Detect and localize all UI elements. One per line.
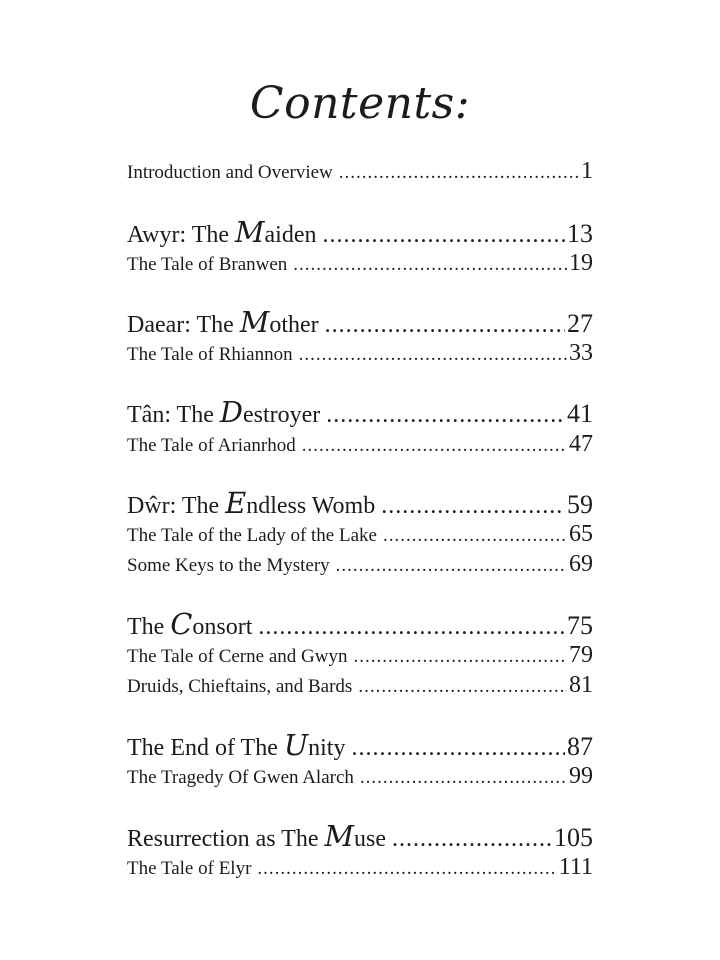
toc-entry-label: Dŵr: The Endless Womb [127,486,376,520]
toc-page-number: 87 [567,732,593,761]
decorative-initial: M [235,215,265,249]
toc-entry-mother[interactable] [127,305,593,339]
dot-leader [293,254,567,276]
toc-entry-keys-to-mystery[interactable] [127,551,593,578]
toc-page-number: 105 [554,823,593,852]
dot-leader [299,344,567,366]
toc-page-number: 59 [567,490,593,519]
toc-entry-label: The End of The Unity [127,728,346,762]
dot-leader [336,555,567,577]
toc-entry-maiden[interactable] [127,215,593,249]
dot-leader [383,525,567,547]
dot-leader [302,435,567,457]
toc-entry-label: Some Keys to the Mystery [127,555,330,576]
toc-page-number: 111 [558,854,593,880]
toc-page-number: 27 [567,309,593,338]
toc-entry-label: Daear: The Mother [127,305,319,339]
toc-page-number: 41 [567,399,593,428]
dot-leader [358,676,567,698]
toc-page-number: 81 [569,672,593,698]
toc-entry-label: The Consort [127,607,253,641]
toc-entry-end-of-unity[interactable] [127,728,593,762]
toc-entry-consort[interactable] [127,607,593,641]
dot-leader [326,402,565,429]
toc-page-number: 65 [569,521,593,547]
toc-entry-label: The Tragedy Of Gwen Alarch [127,767,354,788]
toc-entry-label: Resurrection as The Muse [127,819,386,853]
toc-page-number: 13 [567,219,593,248]
toc-page-number: 69 [569,551,593,577]
dot-leader [351,735,565,762]
decorative-initial: D [219,395,243,429]
toc-page-number: 79 [569,642,593,668]
toc-page-number: 19 [569,250,593,276]
toc-entry-rhiannon[interactable] [127,340,593,367]
dot-leader [322,222,565,249]
toc-entry-elyr[interactable] [127,854,593,881]
dot-leader [392,826,552,853]
toc-entry-arianrhod[interactable] [127,431,593,458]
toc-entry-label: The Tale of Cerne and Gwyn [127,646,348,667]
toc-entry-label: The Tale of Elyr [127,858,252,879]
dot-leader [339,162,579,184]
decorative-initial: C [170,607,193,641]
page-title: Contents: [249,78,471,129]
decorative-initial: M [324,819,354,853]
toc-entry-label: The Tale of Rhiannon [127,344,293,365]
toc-entry-destroyer[interactable] [127,395,593,429]
toc-entry-label: The Tale of Arianrhod [127,435,296,456]
toc-page-number: 99 [569,763,593,789]
toc-entry-label: Awyr: The Maiden [127,215,317,249]
dot-leader [257,858,556,880]
toc-entry-label: Druids, Chieftains, and Bards [127,676,353,697]
toc-page-number: 33 [569,340,593,366]
toc-entry-label: Introduction and Overview [127,162,333,183]
decorative-initial: E [225,486,247,520]
toc-entry-label: The Tale of Branwen [127,254,288,275]
toc-entry-label: The Tale of the Lady of the Lake [127,525,377,546]
toc-page-number: 75 [567,611,593,640]
toc-page-number: 47 [569,431,593,457]
dot-leader [258,614,565,641]
toc-entry-endless-womb[interactable] [127,486,593,520]
decorative-initial: U [283,728,309,762]
toc-entry-cerne-and-gwyn[interactable] [127,642,593,669]
toc-entry-label: Tân: The Destroyer [127,395,321,429]
dot-leader [325,312,565,339]
toc-entry-druids[interactable] [127,672,593,699]
toc-entry-muse[interactable] [127,819,593,853]
decorative-initial: M [239,305,270,339]
toc-entry-introduction[interactable] [127,158,593,185]
dot-leader [381,493,565,520]
toc-page-number: 1 [581,158,593,184]
dot-leader [353,646,567,668]
dot-leader [360,767,567,789]
toc-entry-lady-of-the-lake[interactable] [127,521,593,548]
toc-entry-gwen-alarch[interactable] [127,763,593,790]
toc-entry-branwen[interactable] [127,250,593,277]
